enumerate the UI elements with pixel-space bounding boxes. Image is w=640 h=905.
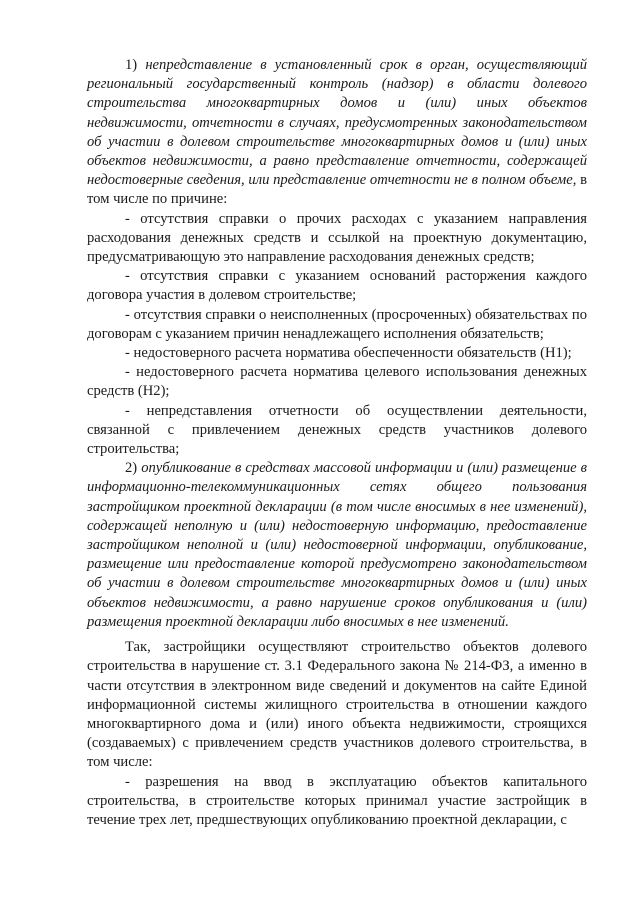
paragraph-1-italic: непредставление в установленный срок в орган, осуществляющий региональный государственный контроль (надзор) в области долевого строительства многоквартирных домов и (или) иных объектов недвижимости, отчетности в случаях, предусмотренных законодательством об участии в долевом строительстве многоквартирных домов и (или) иных объектов недвижимости, а равно представление отчетности, содержащей недостоверные сведения, или представление отчетности не в полном объеме — [87, 57, 587, 189]
paragraph-1-suffix: , в том числе по причине: — [87, 172, 587, 208]
paragraph-1-prefix: 1) — [125, 57, 146, 73]
paragraph-1 — [87, 56, 587, 210]
paragraph-2-prefix: 2) — [125, 460, 142, 477]
paragraph-2 — [87, 459, 587, 632]
list-item-permit: - разрешения на ввод в эксплуатацию объектов капитального строительства, в строительстве которых принимал участие застройщик в течение трех лет, предшествующих опубликованию проектной декларации, с — [87, 773, 587, 828]
paragraph-violations: Так, застройщики осуществляют строительство объектов долевого строительства в нарушение ст. 3.1 Федерального закона № 214-ФЗ, а именно в части отсутствия в электронном виде сведений и документов на сайте Единой информационной системы жилищного строительства в отношении каждого многоквартирного дома и (или) иного объекта недвижимости, строящихся (создаваемых) с привлечением средств участников долевого строительства, в том числе: — [87, 639, 587, 771]
list-item-reason-6: - непредставления отчетности об осуществлении деятельности, связанной с привлечением денежных средств участников долевого строительства; — [87, 402, 587, 458]
list-item-reason-5: - недостоверного расчета норматива целевого использования денежных средств (Н2); — [87, 364, 587, 400]
paragraph-2-italic: опубликование в средствах массовой информации и (или) размещение в информационно-телекоммуникационных сетях общего пользования застройщиком проектной декларации (в том числе вносимых в нее изменений), содержащей неполную и (или) недостоверную информацию, предоставление застройщиком неполной и (или) недостоверной информации, опубликование, размещение или предоставление которой предусмотрено законодательством об участии в долевом строительстве многоквартирных домов и (или) иных объектов недвижимости, а равно нарушение сроков опубликования и (или) размещения проектной декларации либо вносимых в нее изменений. — [87, 460, 588, 630]
list-item-reason-1: - отсутствия справки о прочих расходах с указанием направления расходования денежных средств и ссылкой на проектную документацию, предусматривающую это направление расходования денежных средств; — [87, 210, 587, 266]
list-item-reason-2: - отсутствия справки с указанием оснований расторжения каждого договора участия в долевом строительстве; — [87, 268, 587, 304]
list-item-reason-3: - отсутствия справки о неисполненных (просроченных) обязательствах по договорам с указанием причин ненадлежащего исполнения обязательств; — [87, 306, 587, 342]
document-page — [87, 56, 587, 830]
list-item-reason-4: - недостоверного расчета норматива обеспеченности обязательств (Н1); — [125, 345, 572, 362]
